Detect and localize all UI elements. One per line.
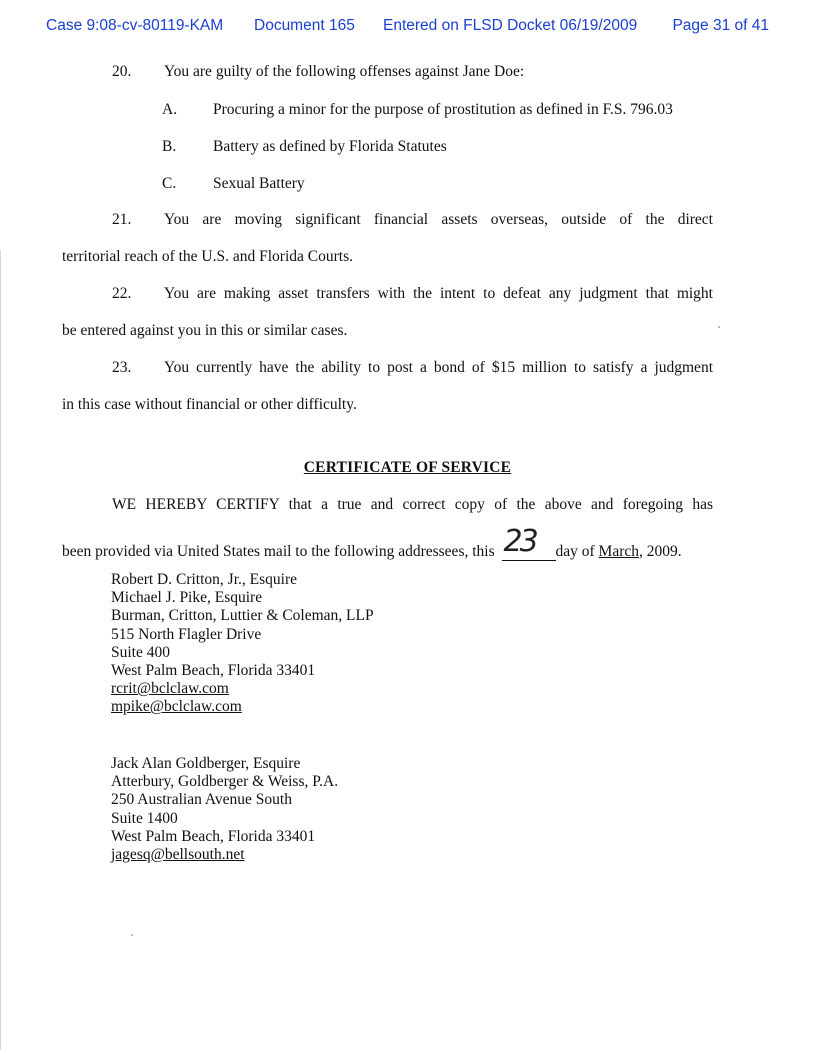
document-number: Document 165 bbox=[254, 17, 355, 34]
addressee-suite: Suite 1400 bbox=[111, 809, 178, 827]
addressee-street: 250 Australian Avenue South bbox=[111, 791, 292, 809]
addressee-block bbox=[111, 755, 338, 864]
paragraph-text: You are making asset transfers with the intent to defeat any judgment that might bbox=[164, 285, 713, 302]
addressee-firm: Atterbury, Goldberger & Weiss, P.A. bbox=[111, 773, 339, 791]
case-number: Case 9:08-cv-80119-KAM bbox=[46, 17, 224, 34]
paragraph-text: You currently have the ability to post a bond of $15 million to satisfy a judgment bbox=[164, 359, 713, 376]
certificate-month: March bbox=[598, 543, 639, 560]
paragraph-20 bbox=[62, 63, 713, 83]
paragraph-number: 23. bbox=[112, 359, 132, 376]
addressee-street: 515 North Flagler Drive bbox=[111, 625, 262, 643]
offense-letter: C. bbox=[162, 175, 177, 192]
paragraph-text: You are guilty of the following offenses against Jane Doe: bbox=[164, 63, 525, 80]
handwritten-day-value: 23 bbox=[503, 524, 536, 559]
paragraph-text-continued: be entered against you in this or similar cases. bbox=[62, 322, 348, 339]
paragraph-23 bbox=[62, 359, 713, 419]
addressee-name: Robert D. Critton, Jr., Esquire bbox=[111, 571, 297, 588]
paragraph-number: 21. bbox=[112, 211, 132, 228]
paragraph-22 bbox=[62, 285, 713, 345]
addressee-block bbox=[111, 571, 374, 717]
handwritten-day bbox=[502, 524, 556, 561]
offense-text: Procuring a minor for the purpose of prostitution as defined in F.S. 796.03 bbox=[213, 101, 673, 118]
addressee-firm: Burman, Critton, Luttier & Coleman, LLP bbox=[111, 607, 374, 625]
email-link[interactable]: rcrit@bclclaw.com bbox=[111, 680, 229, 698]
certificate-title: CERTIFICATE OF SERVICE bbox=[303, 459, 512, 476]
certificate-text: day of bbox=[555, 543, 595, 560]
offense-letter: B. bbox=[162, 138, 177, 155]
offense-text: Battery as defined by Florida Statutes bbox=[213, 138, 447, 155]
paragraph-text-continued: in this case without financial or other difficulty. bbox=[62, 396, 357, 413]
paragraph-text-continued: territorial reach of the U.S. and Florida Courts. bbox=[62, 248, 353, 265]
certificate-text: been provided via United States mail to the following addressees, this bbox=[62, 543, 495, 560]
paragraph-21 bbox=[62, 211, 713, 271]
addressee-name: Michael J. Pike, Esquire bbox=[111, 589, 263, 607]
page-number: Page 31 of 41 bbox=[672, 17, 769, 34]
paragraph-number: 20. bbox=[112, 63, 132, 80]
addressee-city: West Palm Beach, Florida 33401 bbox=[111, 827, 316, 845]
docket-entry: Entered on FLSD Docket 06/19/2009 bbox=[383, 17, 638, 34]
addressee-name: Jack Alan Goldberger, Esquire bbox=[111, 755, 301, 772]
paragraph-number: 22. bbox=[112, 285, 132, 302]
certificate-statement: WE HEREBY CERTIFY that a true and correct copy of the above and foregoing has bbox=[112, 496, 713, 513]
scan-speck bbox=[718, 326, 720, 328]
certificate-year: , 2009. bbox=[639, 543, 682, 560]
paragraph-text: You are moving significant financial assets overseas, outside of the direct bbox=[164, 211, 713, 228]
offense-letter: A. bbox=[162, 101, 178, 118]
certificate-statement-continued bbox=[62, 524, 682, 561]
offense-text: Sexual Battery bbox=[213, 175, 305, 192]
addressee-city: West Palm Beach, Florida 33401 bbox=[111, 662, 316, 680]
scan-speck bbox=[131, 934, 133, 936]
addressee-suite: Suite 400 bbox=[111, 643, 170, 661]
court-header bbox=[46, 17, 769, 39]
email-link[interactable]: mpike@bclclaw.com bbox=[111, 698, 242, 716]
email-link[interactable]: jagesq@bellsouth.net bbox=[111, 846, 245, 864]
scan-edge-line bbox=[0, 250, 1, 1050]
